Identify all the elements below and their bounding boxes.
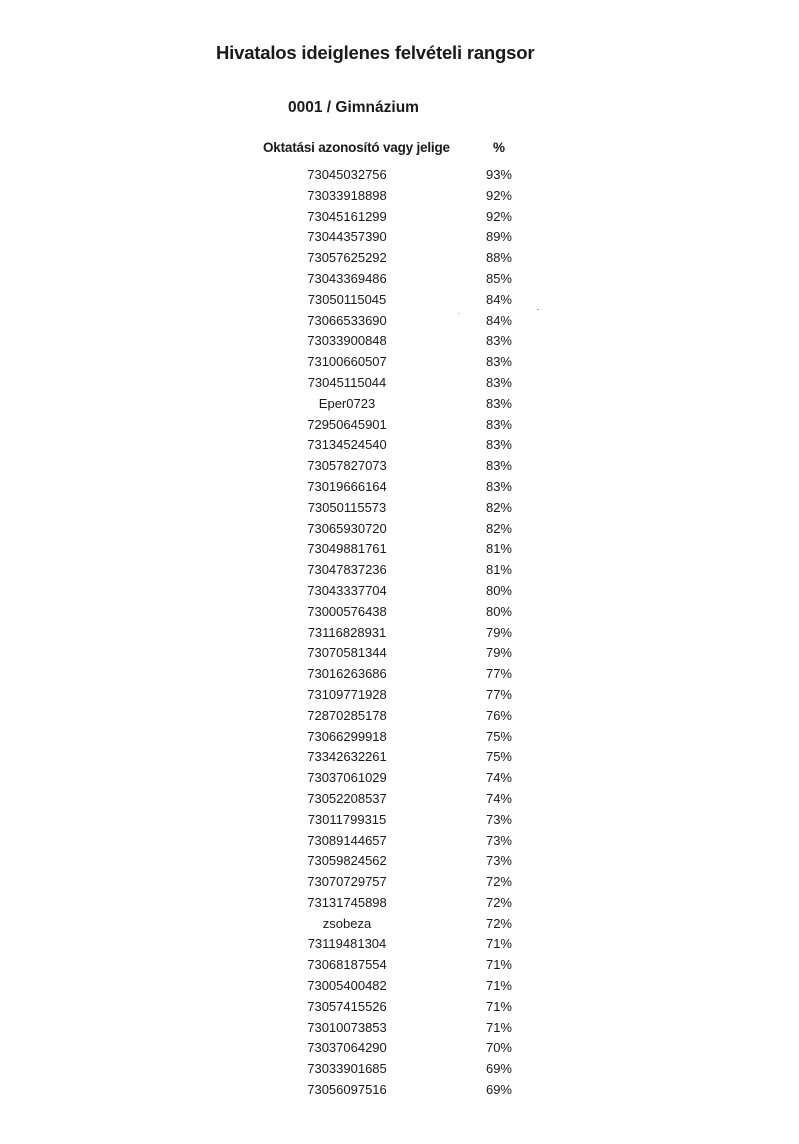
ranking-id: 73049881761 <box>307 541 387 557</box>
ranking-id: 73100660507 <box>307 354 387 370</box>
ranking-id: 73056097516 <box>307 1082 387 1098</box>
ranking-percent: 69% <box>485 1061 512 1077</box>
ranking-percent: 89% <box>485 229 512 245</box>
ranking-percent: 83% <box>485 458 512 474</box>
ranking-id: 73045032756 <box>307 167 387 182</box>
ranking-percent: 73% <box>485 832 512 848</box>
ranking-id: 73033901685 <box>307 1061 387 1077</box>
ranking-row <box>280 955 540 976</box>
ranking-id: 73059824562 <box>307 853 387 869</box>
ranking-row <box>280 290 540 311</box>
ranking-percent: 83% <box>485 354 512 370</box>
ranking-percent: 83% <box>485 416 512 432</box>
ranking-percent: 70% <box>485 1040 512 1056</box>
ranking-percent: 77% <box>485 666 512 682</box>
ranking-id: 73037061029 <box>307 770 387 786</box>
ranking-percent: 81% <box>485 562 512 578</box>
ranking-row <box>280 394 540 415</box>
ranking-row <box>280 664 540 685</box>
page-title: Hivatalos ideiglenes felvételi rangsor <box>216 42 535 63</box>
ranking-row <box>280 456 540 477</box>
ranking-percent: 71% <box>485 1019 512 1035</box>
ranking-id: 73033900848 <box>307 333 387 349</box>
ranking-percent: 74% <box>485 790 512 806</box>
ranking-id: 73057625292 <box>307 250 387 266</box>
ranking-row <box>280 623 540 644</box>
ranking-percent: 73% <box>485 853 512 869</box>
ranking-percent: 92% <box>485 187 512 203</box>
ranking-id: 73066533690 <box>307 312 387 328</box>
ranking-list <box>280 165 540 1101</box>
ranking-row <box>280 539 540 560</box>
ranking-id: 73044357390 <box>307 229 387 245</box>
ranking-id: 73089144657 <box>307 832 387 848</box>
ranking-id: 73000576438 <box>307 603 387 619</box>
ranking-id: 73109771928 <box>307 686 387 702</box>
ranking-row <box>280 914 540 935</box>
ranking-row <box>280 602 540 623</box>
ranking-id: 72870285178 <box>307 707 387 723</box>
ranking-percent: 83% <box>485 395 512 411</box>
ranking-id: 73045115044 <box>307 374 387 390</box>
ranking-id: Eper0723 <box>318 395 376 411</box>
ranking-row <box>280 435 540 456</box>
ranking-percent: 80% <box>485 582 512 598</box>
ranking-row <box>280 851 540 872</box>
ranking-row <box>280 165 540 186</box>
ranking-id: 73010073853 <box>307 1019 387 1035</box>
ranking-row <box>280 934 540 955</box>
ranking-id: 73047837236 <box>307 562 387 578</box>
ranking-percent: 93% <box>485 167 512 182</box>
ranking-percent: 74% <box>485 770 512 786</box>
ranking-percent: 84% <box>485 291 512 307</box>
ranking-id: 73052208537 <box>307 790 387 806</box>
ranking-id: 73005400482 <box>307 978 387 994</box>
ranking-percent: 75% <box>485 728 512 744</box>
ranking-percent: 76% <box>485 707 512 723</box>
ranking-row <box>280 248 540 269</box>
ranking-row <box>280 747 540 768</box>
ranking-row <box>280 810 540 831</box>
ranking-percent: 71% <box>485 978 512 994</box>
ranking-percent: 72% <box>485 874 512 890</box>
ranking-percent: 92% <box>485 208 512 224</box>
ranking-id: 73342632261 <box>307 749 387 765</box>
ranking-row <box>280 643 540 664</box>
ranking-id: 73016263686 <box>307 666 387 682</box>
ranking-percent: 72% <box>485 894 512 910</box>
ranking-percent: 71% <box>485 957 512 973</box>
ranking-id: 72950645901 <box>307 416 387 432</box>
ranking-id: 73134524540 <box>307 437 387 453</box>
ranking-row <box>280 581 540 602</box>
ranking-row <box>280 872 540 893</box>
ranking-percent: 82% <box>485 499 512 515</box>
scan-speck <box>537 309 539 310</box>
ranking-id: 73019666164 <box>307 478 387 494</box>
ranking-row <box>280 186 540 207</box>
ranking-row <box>280 976 540 997</box>
scan-speck <box>458 313 460 314</box>
ranking-row <box>280 560 540 581</box>
ranking-row <box>280 415 540 436</box>
ranking-percent: 88% <box>485 250 512 266</box>
ranking-percent: 79% <box>485 624 512 640</box>
ranking-id: 73011799315 <box>307 811 387 827</box>
ranking-row <box>280 768 540 789</box>
ranking-row <box>280 789 540 810</box>
ranking-row <box>280 207 540 228</box>
ranking-row <box>280 706 540 727</box>
ranking-id: zsobeza <box>322 915 372 931</box>
ranking-row <box>280 498 540 519</box>
ranking-percent: 80% <box>485 603 512 619</box>
ranking-row <box>280 519 540 540</box>
ranking-row <box>280 727 540 748</box>
ranking-percent: 79% <box>485 645 512 661</box>
ranking-id: 73070581344 <box>307 645 387 661</box>
column-header-id: Oktatási azonosító vagy jelige <box>263 140 450 155</box>
ranking-percent: 83% <box>485 478 512 494</box>
ranking-percent: 73% <box>485 811 512 827</box>
ranking-id: 73068187554 <box>307 957 387 973</box>
ranking-id: 73070729757 <box>307 874 387 890</box>
ranking-percent: 72% <box>485 915 512 931</box>
ranking-row <box>280 997 540 1018</box>
ranking-id: 73043369486 <box>307 270 387 286</box>
ranking-percent: 69% <box>485 1082 512 1098</box>
ranking-row <box>280 1038 540 1059</box>
ranking-id: 73050115045 <box>307 291 387 307</box>
ranking-id: 73065930720 <box>307 520 387 536</box>
ranking-percent: 71% <box>485 936 512 952</box>
ranking-id: 73119481304 <box>307 936 387 952</box>
ranking-percent: 83% <box>485 437 512 453</box>
ranking-row <box>280 352 540 373</box>
ranking-id: 73066299918 <box>307 728 387 744</box>
ranking-percent: 75% <box>485 749 512 765</box>
ranking-row <box>280 331 540 352</box>
ranking-row <box>280 685 540 706</box>
ranking-percent: 71% <box>485 998 512 1014</box>
ranking-percent: 81% <box>485 541 512 557</box>
ranking-id: 73057827073 <box>307 458 387 474</box>
ranking-percent: 82% <box>485 520 512 536</box>
ranking-percent: 77% <box>485 686 512 702</box>
ranking-id: 73033918898 <box>307 187 387 203</box>
page-subtitle: 0001 / Gimnázium <box>288 99 419 116</box>
ranking-id: 73057415526 <box>307 998 387 1014</box>
ranking-row <box>280 373 540 394</box>
ranking-row <box>280 1059 540 1080</box>
ranking-percent: 84% <box>485 312 512 328</box>
ranking-id: 73050115573 <box>307 499 387 515</box>
column-header-percent: % <box>493 140 506 155</box>
ranking-id: 73116828931 <box>307 624 387 640</box>
ranking-row <box>280 1018 540 1039</box>
ranking-row <box>280 227 540 248</box>
ranking-row <box>280 311 540 332</box>
ranking-row <box>280 269 540 290</box>
ranking-id: 73131745898 <box>307 894 387 910</box>
ranking-id: 73037064290 <box>307 1040 387 1056</box>
ranking-row <box>280 831 540 852</box>
ranking-row <box>280 1080 540 1101</box>
ranking-percent: 83% <box>485 374 512 390</box>
ranking-row <box>280 893 540 914</box>
ranking-row <box>280 477 540 498</box>
ranking-percent: 83% <box>485 333 512 349</box>
ranking-percent: 85% <box>485 270 512 286</box>
ranking-id: 73043337704 <box>307 582 387 598</box>
ranking-id: 73045161299 <box>307 208 387 224</box>
